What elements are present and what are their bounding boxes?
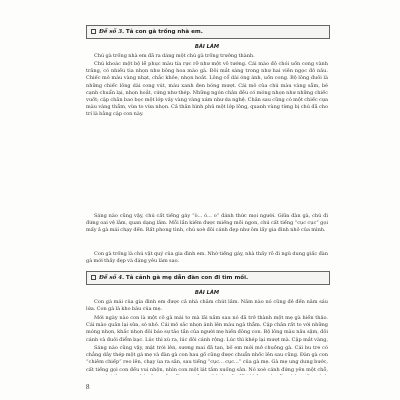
section-heading: BÀI LÀM <box>194 44 220 50</box>
section-heading: BÀI LÀM <box>194 290 220 296</box>
topic-title: Tả cảnh gà mẹ dẫn đàn con đi tìm mồi. <box>125 275 249 281</box>
paragraph: Chú gà trống nhà em đã ra dáng một chú gà trống trưởng thành. <box>94 53 255 59</box>
checkbox-square-icon <box>91 275 96 280</box>
topic-box-4 <box>86 271 330 285</box>
paragraph: Sáng nào cũng vậy, chú cất tiếng gáy “ò... ó... o” đánh thức mọi người. Giữa đàn gà, chú đi đứng oai vệ lắm, quan dạng lắm. Mỗi lần kiếm được miếng mồi ngon, chú cất tiếng “cục cục” gọi mấy ả gà mái chạy đến. Rất phong tình, chú xoè đôi cánh đẹp như ôm lấy gia đình nhỏ của mình. <box>86 213 328 234</box>
topic-label: Đề số 3. <box>99 29 125 35</box>
topic-label: Đề số 4. <box>99 275 125 281</box>
paragraph: Chú khoác một bộ lễ phục màu tía rực rỡ như một võ tướng. Cái mào đỏ chói uốn cong vành trăng, có nhiều tia nhọn như bông hoa mào gà. Đôi mắt sáng trong như hai viên ngọc đỏ nâu. Chiếc mỏ màu vàng nhạt, chắc khỏe, nhọn hoắt. Lông cổ dài óng ánh, uốn cong. Bộ lông đuôi là những chiếc lông dài cong vút, màu xanh đen bóng mượt. Cái mỏ của chú màu vàng sẫm, bé cạnh chuẩn lại, nhọn hoắt, cứng như thép. Những ngón chân đều có móng nhọn như những chiếc vuốt; cặp chân bao bọc một lớp vảy vàng vàng xám như da nghệ. Chân sau cũng có một chiếc cựa màu vàng thẫm, vừa to vừa nhọn. Cả thân hình phủ một lớp lông, quanh vùng từng bị chú đã cho trí là bằng cặp con này. <box>86 61 328 118</box>
paragraph: Sáng nào cũng vậy, mặt trời lên, sương mai đã tan, bố em mới mở chuồng gà. Cái bu tre có chẳng dây thép một gà mẹ và đàn gà con hau gõ cũng được chuẩn nhốc lên sau cũng. Đàn gà con “chiêm chiếp” reo lên, chạy ùa ra sân, sau tiếng “cục... cục...” của gà mẹ. Gà mẹ ung dung bước, cất tiếng gọi con đều vui nhộn, nhìn con một lát tắm xuống sân. Nó xoè cánh đứng yên một chỗ, <box>86 345 328 373</box>
paragraph: Mới ngày nào con là một cô gà mái to mà lãi năm sau nó đã trở thành một mẹ gà hiền thảo. Cái mào quăn lại sửa, só nhỏ. Cái mỏ sắc nhọn ánh lên màu ngà thẫm. Cặp chân rất to với những móng nhọn, khắc nhọn đôi báo sự tảo tần của người mẹ hiền đông con. Bộ lông màu nâu sậm, đôi cánh và đuôi điểm bạc. Lúc thì xù ra, lúc đôi cánh rộng. Lúc thì khép lại mượt mà. Cặp mắt vàng, <box>86 315 328 343</box>
topic-box-3 <box>86 25 330 39</box>
paragraph: Con gà mái của gia đình em được cả nhà chăm chút lắm. Năm nào nó cũng đẻ đến năm sáu lứa. Con gà là kho báu của mẹ. <box>86 299 328 313</box>
paragraph: Con gà trống là chú vật quý của gia đình em. Nhờ tiếng gáy, nhà thấy rõ đi ngủ dung giấc đàn gà mới thấy đẹp và đáng yêu làm sao. <box>86 251 328 265</box>
topic-title: Tả con gà trống nhà em. <box>125 29 203 35</box>
checkbox-square-icon <box>91 29 96 34</box>
page-number: 8 <box>86 383 90 391</box>
